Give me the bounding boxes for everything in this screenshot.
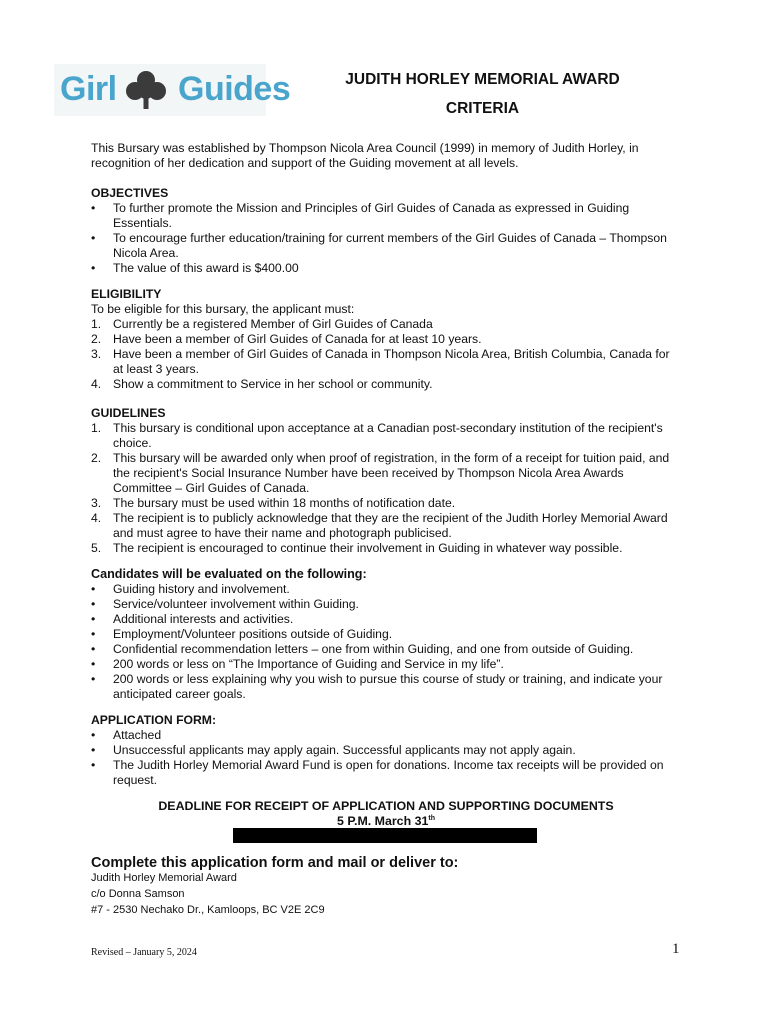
document-title: JUDITH HORLEY MEMORIAL AWARD [345,71,620,88]
girl-guides-logo [54,64,291,116]
objective-item: • To encourage further education/training for current members of the Girl Guides of Canada – Thompson Nicola Area. [91,231,681,261]
eligibility-section [91,287,681,392]
candidates-section [91,567,681,702]
page-number: 1 [672,941,680,957]
objectives-heading: OBJECTIVES [91,186,169,200]
eligibility-heading: ELIGIBILITY [91,287,162,301]
eligibility-lead: To be eligible for this bursary, the applicant must: [91,302,355,316]
deadline-date: 5 P.M. March 31th [337,814,435,828]
application-item: • Unsuccessful applicants may apply again. Successful applicants may not apply again. [91,743,681,758]
guideline-item: 2. This bursary will be awarded only when proof of registration, in the form of a receipt for tuition paid, and the recipient's Social Insurance Number have been received by Thompson Nicola Area Awards Committee – Girl Guides of Canada. [91,451,670,495]
objective-item: • The value of this award is $400.00 [91,261,681,276]
criteria-item: • Service/volunteer involvement within Guiding. [91,597,681,612]
eligibility-item: 3. Have been a member of Girl Guides of Canada in Thompson Nicola Area, British Columbia, Canada for at least 3 years. [91,347,670,376]
guidelines-section [91,406,681,556]
application-item: • The Judith Horley Memorial Award Fund is open for donations. Income tax receipts will be provided on request. [91,758,681,788]
guideline-item: 1. This bursary is conditional upon acceptance at a Canadian post-secondary institution of the recipient's choice. [91,421,663,450]
criteria-item: • Confidential recommendation letters – one from within Guiding, and one from outside of Guiding. [91,642,681,657]
deadline-heading: DEADLINE FOR RECEIPT OF APPLICATION AND SUPPORTING DOCUMENTS [158,799,614,813]
logo-text-girl: Girl [60,70,117,108]
criteria-item: • Employment/Volunteer positions outside of Guiding. [91,627,681,642]
mail-heading: Complete this application form and mail or deliver to: [91,855,459,871]
guideline-item: 4. The recipient is to publicly acknowledge that they are the recipient of the Judith Horley Memorial Award and must agree to have their name and photograph publicised. [91,511,668,540]
application-item: • Attached [91,728,681,743]
eligibility-item: 1. Currently be a registered Member of Girl Guides of Canada [91,317,433,331]
eligibility-item: 2. Have been a member of Girl Guides of Canada for at least 10 years. [91,332,482,346]
address-line: c/o Donna Samson [91,888,185,900]
guidelines-heading: GUIDELINES [91,406,166,420]
guideline-item: 5. The recipient is encouraged to continue their involvement in Guiding in whatever way possible. [91,541,623,555]
document-subtitle: CRITERIA [445,100,520,117]
objectives-section [91,186,681,276]
guideline-item: 3. The bursary must be used within 18 months of notification date. [91,496,456,510]
objective-item: • To further promote the Mission and Principles of Girl Guides of Canada as expressed in Guiding Essentials. [91,201,681,231]
address-line: #7 - 2530 Nechako Dr., Kamloops, BC V2E 2C9 [91,904,325,916]
address-line: Judith Horley Memorial Award [91,872,237,884]
intro-paragraph: This Bursary was established by Thompson Nicola Area Council (1999) in memory of Judith Horley, in recognition of her dedication and support of the Guiding movement at all levels. [91,141,639,170]
redaction-bar [233,828,537,843]
application-section [91,713,681,788]
trefoil-icon [118,69,174,111]
logo-text-guides: Guides [178,70,291,108]
criteria-item: • 200 words or less on “The Importance of Guiding and Service in my life”. [91,657,681,672]
criteria-item: • Guiding history and involvement. [91,582,681,597]
application-heading: APPLICATION FORM: [91,713,217,727]
revision-date: Revised – January 5, 2024 [91,947,197,958]
criteria-item: • Additional interests and activities. [91,612,681,627]
eligibility-item: 4. Show a commitment to Service in her school or community. [91,377,433,391]
criteria-item: • 200 words or less explaining why you wish to pursue this course of study or training, and indicate your anticipated career goals. [91,672,681,702]
candidates-heading: Candidates will be evaluated on the following: [91,567,367,581]
